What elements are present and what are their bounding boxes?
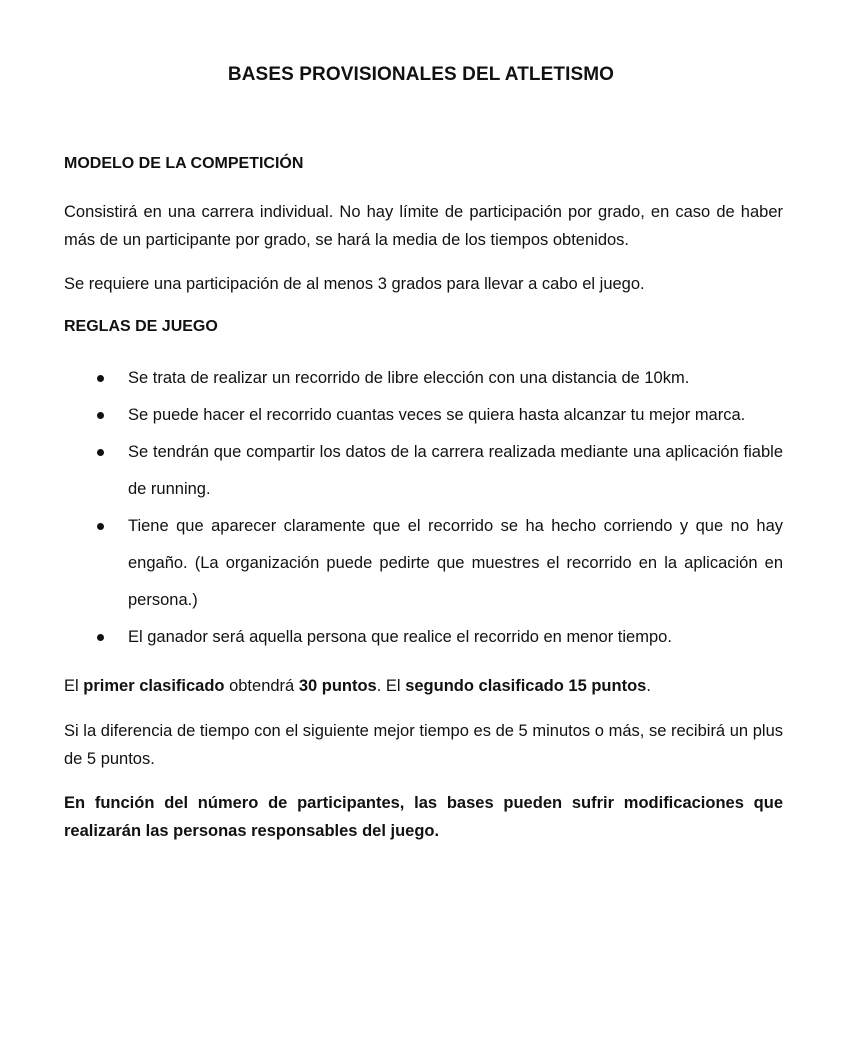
bullet-icon bbox=[97, 412, 104, 419]
points-paragraph bbox=[64, 672, 783, 700]
points-text: El bbox=[64, 677, 84, 695]
list-item bbox=[64, 508, 783, 619]
list-item bbox=[64, 434, 783, 508]
bullet-icon bbox=[97, 375, 104, 382]
rule-text: El ganador será aquella persona que realice el recorrido en menor tiempo. bbox=[128, 628, 672, 646]
bullet-icon bbox=[97, 449, 104, 456]
section-heading-competition-model: MODELO DE LA COMPETICIÓN bbox=[64, 155, 304, 172]
rule-text: Se tendrán que compartir los datos de la carrera realizada mediante una aplicación fiable de running. bbox=[128, 443, 783, 498]
list-item bbox=[64, 360, 783, 397]
points-text: obtendrá bbox=[224, 677, 299, 695]
rules-list bbox=[64, 360, 783, 656]
competition-description-paragraph: Consistirá en una carrera individual. No hay límite de participación por grado, en caso de haber más de un participante por grado, se hará la media de los tiempos obtenidos. bbox=[64, 203, 783, 249]
first-place-label: primer clasificado bbox=[83, 677, 225, 695]
modification-note-paragraph: En función del número de participantes, las bases pueden sufrir modificaciones que realizarán las personas responsables del juego. bbox=[64, 794, 783, 840]
points-text: . El bbox=[376, 677, 406, 695]
second-place-label: segundo clasificado bbox=[405, 677, 564, 695]
bullet-icon bbox=[97, 634, 104, 641]
list-item bbox=[64, 397, 783, 434]
document-title: BASES PROVISIONALES DEL ATLETISMO bbox=[227, 64, 615, 85]
bullet-icon bbox=[97, 523, 104, 530]
rule-text: Se puede hacer el recorrido cuantas veces se quiera hasta alcanzar tu mejor marca. bbox=[128, 406, 746, 424]
section-heading-game-rules: REGLAS DE JUEGO bbox=[64, 318, 218, 335]
participation-requirement-paragraph: Se requiere una participación de al menos 3 grados para llevar a cabo el juego. bbox=[64, 275, 645, 293]
rule-text: Se trata de realizar un recorrido de libre elección con una distancia de 10km. bbox=[128, 369, 690, 387]
rule-text: Tiene que aparecer claramente que el recorrido se ha hecho corriendo y que no hay engaño. (La organización puede pedirte que muestres el recorrido en la aplicación en persona.) bbox=[128, 517, 783, 609]
points-text: . bbox=[646, 677, 651, 695]
list-item bbox=[64, 619, 783, 656]
bonus-paragraph: Si la diferencia de tiempo con el siguiente mejor tiempo es de 5 minutos o más, se recibirá un plus de 5 puntos. bbox=[64, 722, 783, 768]
first-place-points: 30 puntos bbox=[298, 677, 377, 695]
second-place-points: 15 puntos bbox=[568, 677, 647, 695]
